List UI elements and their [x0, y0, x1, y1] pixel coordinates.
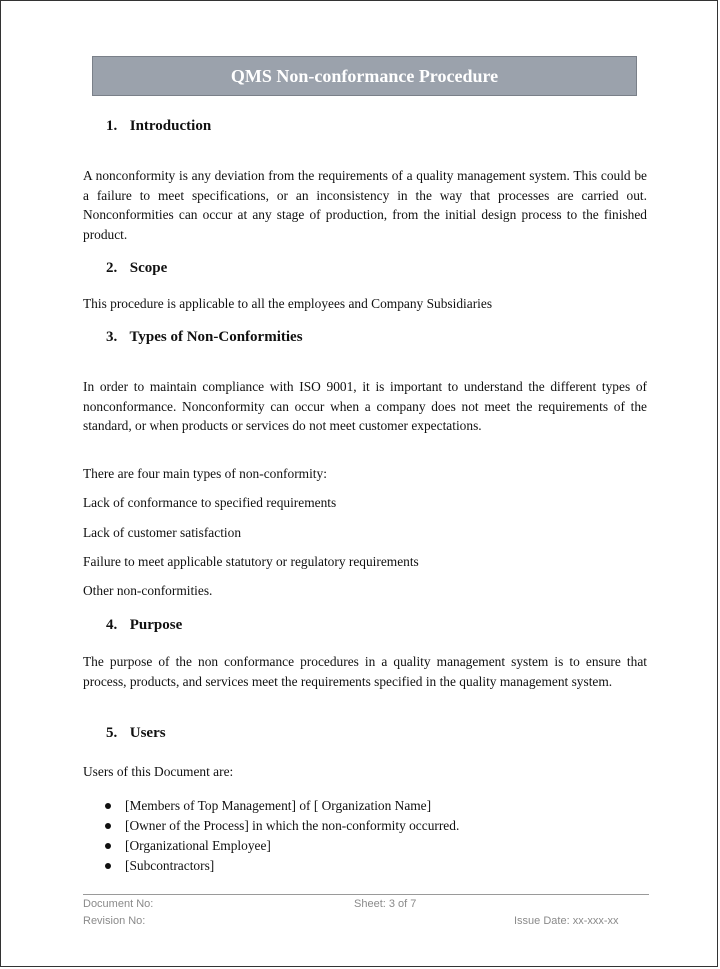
list-item-text: [Members of Top Management] of [ Organization Name] — [125, 798, 432, 813]
purpose-paragraph: The purpose of the non conformance procedures in a quality management system is to ensure that process, products, and services meet the requirements specified in the quality management system. — [83, 654, 647, 689]
section-heading-purpose — [106, 617, 182, 634]
section-heading-types — [106, 329, 303, 346]
types-item: Lack of customer satisfaction — [83, 525, 242, 540]
list-item — [105, 856, 459, 876]
title-banner — [92, 56, 637, 96]
list-item-text: [Subcontractors] — [125, 858, 215, 873]
list-item — [105, 836, 459, 856]
section-number: 4. — [106, 617, 118, 633]
footer-issue-date: Issue Date: xx-xxx-xx — [514, 915, 619, 927]
bullet-icon — [105, 843, 111, 849]
footer-divider — [83, 894, 649, 895]
list-item-text: [Owner of the Process] in which the non-conformity occurred. — [125, 818, 460, 833]
footer-revision-no: Revision No: — [83, 915, 146, 927]
types-item: Other non-conformities. — [83, 583, 213, 598]
types-item: Failure to meet applicable statutory or regulatory requirements — [83, 554, 419, 569]
section-title: Introduction — [129, 118, 212, 134]
section-number: 3. — [106, 329, 118, 345]
introduction-paragraph: A nonconformity is any deviation from the requirements of a quality management system. This could be a failure to meet specifications, or an inconsistency in the way that processes are carried out. Nonconformities can occur at any stage of production, from the initial design process to the finished product. — [83, 168, 647, 242]
section-number: 1. — [106, 118, 118, 134]
scope-paragraph: This procedure is applicable to all the employees and Company Subsidiaries — [83, 296, 493, 311]
footer-document-no: Document No: — [83, 898, 154, 910]
bullet-icon — [105, 823, 111, 829]
section-title: Purpose — [129, 617, 183, 633]
footer-sheet: Sheet: 3 of 7 — [354, 898, 417, 910]
section-title: Scope — [129, 260, 168, 276]
section-title: Types of Non-Conformities — [129, 329, 303, 345]
list-item-text: [Organizational Employee] — [125, 838, 271, 853]
section-number: 5. — [106, 725, 118, 741]
users-lead: Users of this Document are: — [83, 764, 234, 779]
list-item — [105, 796, 459, 816]
section-heading-scope — [106, 260, 167, 277]
document-title: QMS Non-conformance Procedure — [230, 65, 499, 86]
bullet-icon — [105, 863, 111, 869]
bullet-icon — [105, 803, 111, 809]
section-heading-users — [106, 725, 166, 742]
types-lead: There are four main types of non-conformity: — [83, 466, 327, 481]
list-item — [105, 816, 459, 836]
types-paragraph: In order to maintain compliance with ISO 9001, it is important to understand the different types of nonconformance. Nonconformity can occur when a company does not meet the requirements of the standard, or when products or services do not meet customer expectations. — [83, 379, 647, 434]
section-heading-introduction — [106, 118, 211, 135]
section-number: 2. — [106, 260, 118, 276]
users-list — [105, 796, 459, 876]
section-title: Users — [129, 725, 166, 741]
types-item: Lack of conformance to specified requirements — [83, 495, 337, 510]
